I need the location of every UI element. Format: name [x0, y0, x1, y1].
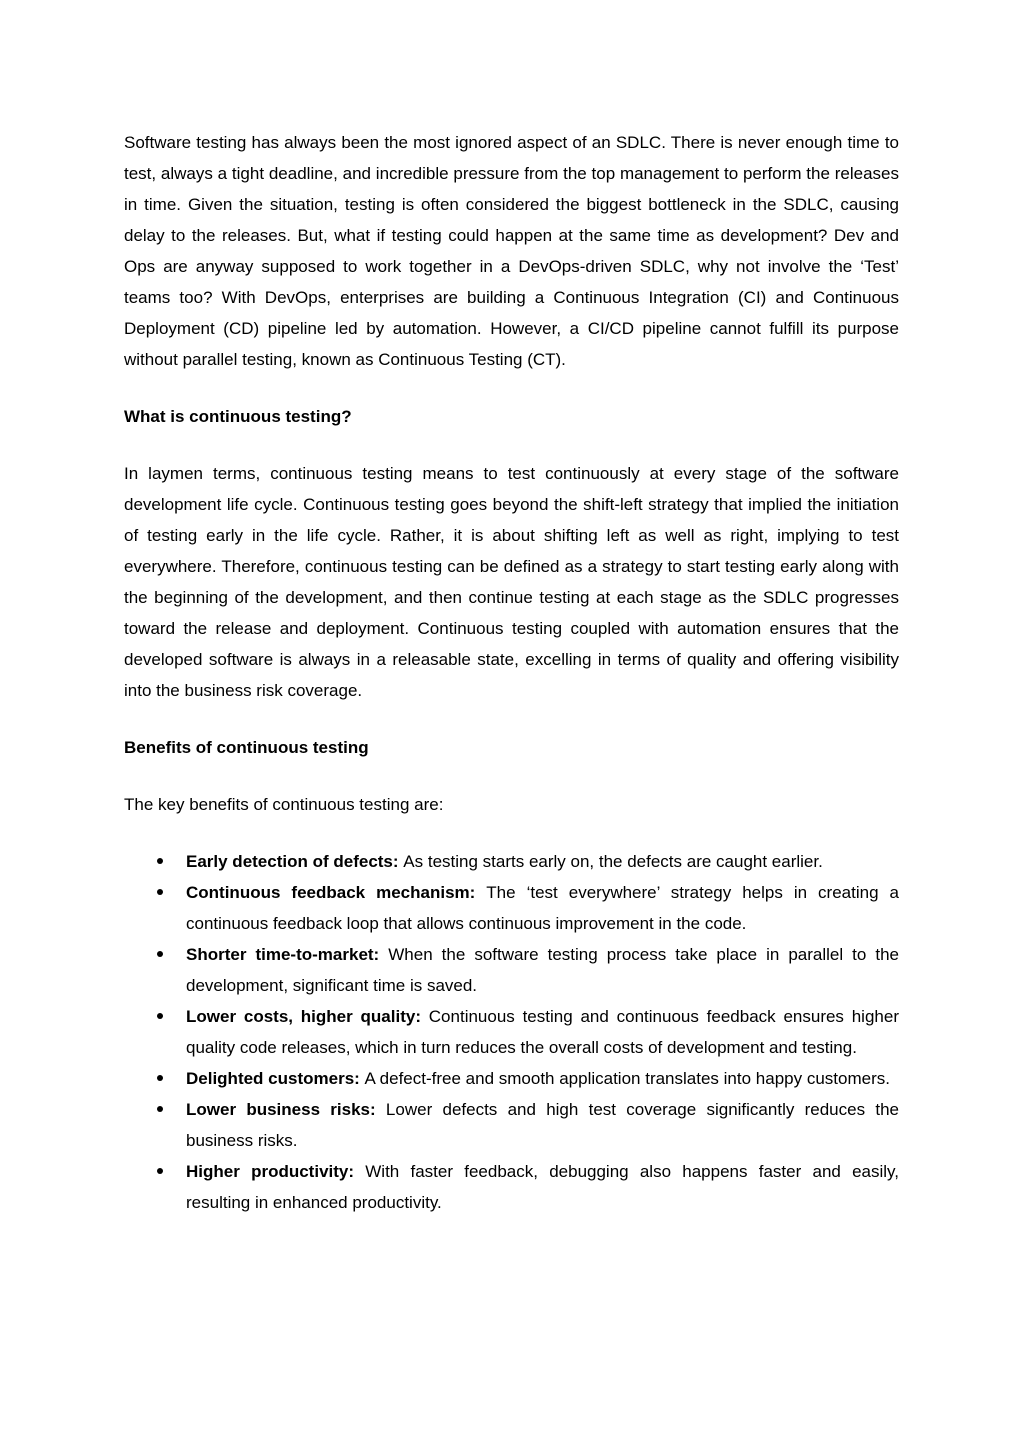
benefit-title: Early detection of defects:	[186, 852, 404, 871]
benefit-title: Shorter time-to-market:	[186, 945, 389, 964]
list-item	[124, 1094, 899, 1156]
section-heading-benefits: Benefits of continuous testing	[124, 738, 369, 757]
bullet-icon	[157, 1075, 163, 1081]
bullet-icon	[157, 1013, 163, 1019]
document-page	[124, 127, 899, 1218]
list-item	[124, 1063, 899, 1094]
benefit-text: Continuous testing and continuous feedback ensures higher quality code releases, which in turn reduces the overall costs of development and testing.	[186, 1007, 899, 1057]
list-item	[124, 877, 899, 939]
definition-paragraph: In laymen terms, continuous testing means to test continuously at every stage of the software development life cycle. Continuous testing goes beyond the shift-left strategy that implied the initiation of testing early in the life cycle. Rather, it is about shifting left as well as right, implying to test everywhere. Therefore, continuous testing can be defined as a strategy to start testing early along with the beginning of the development, and then continue testing at each stage as the SDLC progresses toward the release and deployment. Continuous testing coupled with automation ensures that the developed software is always in a releasable state, excelling in terms of quality and offering visibility into the business risk coverage.	[124, 464, 899, 700]
benefit-text: The ‘test everywhere’ strategy helps in creating a continuous feedback loop that allows continuous improvement in the code.	[186, 883, 899, 933]
list-item	[124, 1156, 899, 1218]
benefits-lead-paragraph: The key benefits of continuous testing are:	[124, 795, 444, 814]
list-item	[124, 939, 899, 1001]
list-item	[124, 1001, 899, 1063]
benefits-list	[124, 846, 899, 1218]
bullet-icon	[157, 951, 163, 957]
intro-paragraph: Software testing has always been the most ignored aspect of an SDLC. There is never enough time to test, always a tight deadline, and incredible pressure from the top management to perform the releases in time. Given the situation, testing is often considered the biggest bottleneck in the SDLC, causing delay to the releases. But, what if testing could happen at the same time as development? Dev and Ops are anyway supposed to work together in a DevOps-driven SDLC, why not involve the ‘Test’ teams too? With DevOps, enterprises are building a Continuous Integration (CI) and Continuous Deployment (CD) pipeline led by automation. However, a CI/CD pipeline cannot fulfill its purpose without parallel testing, known as Continuous Testing (CT).	[124, 133, 899, 369]
benefit-title: Lower costs, higher quality:	[186, 1007, 429, 1026]
benefit-text: Lower defects and high test coverage significantly reduces the business risks.	[186, 1100, 899, 1150]
bullet-icon	[157, 889, 163, 895]
benefit-text: As testing starts early on, the defects are caught earlier.	[403, 852, 823, 871]
bullet-icon	[157, 1106, 163, 1112]
benefit-text: When the software testing process take place in parallel to the development, significant time is saved.	[186, 945, 900, 995]
section-heading-what-is-continuous-testing: What is continuous testing?	[124, 407, 352, 426]
benefit-title: Continuous feedback mechanism:	[186, 883, 487, 902]
benefit-text: With faster feedback, debugging also happens faster and easily, resulting in enhanced productivity.	[186, 1162, 900, 1212]
benefit-title: Lower business risks:	[186, 1100, 386, 1119]
benefit-text: A defect-free and smooth application translates into happy customers.	[364, 1069, 890, 1088]
benefit-title: Higher productivity:	[186, 1162, 366, 1181]
bullet-icon	[157, 858, 163, 864]
bullet-icon	[157, 1168, 163, 1174]
benefit-title: Delighted customers:	[186, 1069, 365, 1088]
list-item	[124, 846, 899, 877]
